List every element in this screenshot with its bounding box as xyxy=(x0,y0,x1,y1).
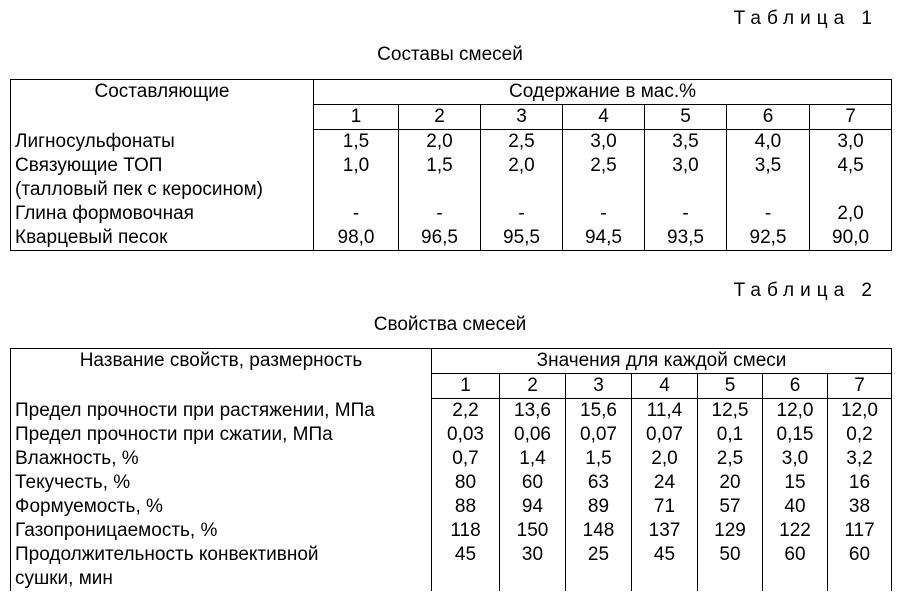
table2-label: Таблица 2 xyxy=(733,280,878,301)
cell-value: 1,5 xyxy=(566,447,632,471)
cell-value: 4,5 xyxy=(837,155,864,176)
row-name: Продолжительность конвективной xyxy=(11,543,432,567)
cell-value: 63 xyxy=(566,471,632,495)
cell-value: 1,5 xyxy=(314,130,399,155)
cell-value xyxy=(727,178,810,202)
table1-col-header: Составляющие xyxy=(11,80,314,130)
cell-value: 4,0 xyxy=(727,130,810,155)
table2-column-number: 6 xyxy=(763,374,828,399)
table-row xyxy=(11,495,892,519)
table2-group-header: Значения для каждой смеси xyxy=(432,349,892,374)
cell-value: 0,03 xyxy=(432,423,500,447)
cell-value: 93,5 xyxy=(645,226,727,251)
cell-value: 148 xyxy=(566,519,632,543)
table-row xyxy=(11,130,892,155)
cell-value: - xyxy=(314,202,399,226)
cell-value: 3,2 xyxy=(846,448,873,469)
cell-value: 45 xyxy=(432,543,500,567)
table1-label: Таблица 1 xyxy=(733,8,878,29)
cell-value: - xyxy=(399,202,481,226)
cell-value: 16 xyxy=(848,472,871,493)
row-name: Связующие ТОП xyxy=(11,154,314,178)
table2-col-header: Название свойств, размерность xyxy=(11,349,432,399)
cell-value: 0,07 xyxy=(566,423,632,447)
table-row xyxy=(11,423,892,447)
row-name: Предел прочности при растяжении, МПа xyxy=(11,399,432,424)
cell-value xyxy=(645,178,727,202)
cell-value: 98,0 xyxy=(314,226,399,251)
table2-column-number: 2 xyxy=(500,374,566,399)
row-name: Влажность, % xyxy=(11,447,432,471)
cell-value: 150 xyxy=(500,519,566,543)
cell-value: 1,0 xyxy=(314,154,399,178)
cell-value xyxy=(566,567,632,591)
table1-group-header: Содержание в мас.% xyxy=(314,80,892,105)
cell-value: 11,4 xyxy=(632,399,698,424)
cell-value xyxy=(314,178,399,202)
cell-value: 24 xyxy=(632,471,698,495)
cell-value: 3,5 xyxy=(727,154,810,178)
table1-column-number: 2 xyxy=(399,105,481,130)
cell-value: 0,7 xyxy=(432,447,500,471)
cell-value: 30 xyxy=(500,543,566,567)
cell-value: 94 xyxy=(500,495,566,519)
cell-value: 94,5 xyxy=(563,226,645,251)
table1 xyxy=(10,79,892,251)
cell-value: 88 xyxy=(432,495,500,519)
cell-value xyxy=(632,567,698,591)
table2 xyxy=(10,348,892,591)
row-name: сушки, мин xyxy=(11,567,432,591)
cell-value: 137 xyxy=(632,519,698,543)
table2-column-number: 1 xyxy=(432,374,500,399)
cell-value: 95,5 xyxy=(481,226,563,251)
cell-value: 15,6 xyxy=(566,399,632,424)
table-row xyxy=(11,567,892,591)
cell-value: 92,5 xyxy=(727,226,810,251)
cell-value: 25 xyxy=(566,543,632,567)
cell-value: 50 xyxy=(698,543,763,567)
table-row xyxy=(11,202,892,226)
cell-value: 0,15 xyxy=(763,423,828,447)
cell-value: 80 xyxy=(432,471,500,495)
cell-value: 129 xyxy=(698,519,763,543)
table-row xyxy=(11,519,892,543)
cell-value: 3,0 xyxy=(763,447,828,471)
cell-value: 2,5 xyxy=(481,130,563,155)
table1-column-number: 4 xyxy=(563,105,645,130)
cell-value xyxy=(698,567,763,591)
cell-value xyxy=(563,178,645,202)
cell-value: 12,0 xyxy=(841,400,878,421)
cell-value xyxy=(763,567,828,591)
cell-value: - xyxy=(727,202,810,226)
cell-value: 90,0 xyxy=(832,227,870,248)
cell-value: 0,07 xyxy=(632,423,698,447)
cell-value xyxy=(810,178,892,202)
cell-value: 13,6 xyxy=(500,399,566,424)
cell-value: 2,0 xyxy=(399,130,481,155)
cell-value: 2,0 xyxy=(481,154,563,178)
table1-column-number: 3 xyxy=(481,105,563,130)
table1-column-number: 1 xyxy=(314,105,399,130)
cell-value: 2,2 xyxy=(432,399,500,424)
table2-column-number: 5 xyxy=(698,374,763,399)
table1-column-number: 7 xyxy=(810,105,892,130)
cell-value: 60 xyxy=(763,543,828,567)
cell-value: 3,0 xyxy=(563,130,645,155)
cell-value: 12,0 xyxy=(763,399,828,424)
cell-value: 0,2 xyxy=(846,424,873,445)
row-name: Кварцевый песок xyxy=(11,226,314,251)
cell-value: 20 xyxy=(698,471,763,495)
cell-value: 2,0 xyxy=(837,203,864,224)
row-name: Глина формовочная xyxy=(11,202,314,226)
table-row xyxy=(11,226,892,251)
cell-value: 57 xyxy=(698,495,763,519)
table-row xyxy=(11,447,892,471)
table2-title: Свойства смесей xyxy=(373,314,527,335)
cell-value: 3,0 xyxy=(645,154,727,178)
cell-value: 2,0 xyxy=(632,447,698,471)
cell-value: 0,1 xyxy=(698,423,763,447)
table2-column-number: 3 xyxy=(566,374,632,399)
table2-column-number: 4 xyxy=(632,374,698,399)
table-row xyxy=(11,543,892,567)
cell-value: 45 xyxy=(632,543,698,567)
cell-value: 60 xyxy=(500,471,566,495)
cell-value: 3,5 xyxy=(645,130,727,155)
cell-value: 3,0 xyxy=(837,131,864,152)
table1-column-number: 6 xyxy=(727,105,810,130)
cell-value: 15 xyxy=(763,471,828,495)
cell-value: 117 xyxy=(844,520,875,541)
row-name: Предел прочности при сжатии, МПа xyxy=(11,423,432,447)
table-row xyxy=(11,471,892,495)
cell-value: 0,06 xyxy=(500,423,566,447)
row-name: Формуемость, % xyxy=(11,495,432,519)
cell-value xyxy=(500,567,566,591)
cell-value: 122 xyxy=(763,519,828,543)
cell-value: - xyxy=(481,202,563,226)
table1-column-number: 5 xyxy=(645,105,727,130)
cell-value: 71 xyxy=(632,495,698,519)
cell-value xyxy=(481,178,563,202)
cell-value: - xyxy=(645,202,727,226)
cell-value: 40 xyxy=(763,495,828,519)
table-row xyxy=(11,399,892,424)
cell-value xyxy=(432,567,500,591)
row-name: Лигносульфонаты xyxy=(11,130,314,155)
table-row xyxy=(11,178,892,202)
cell-value: 12,5 xyxy=(698,399,763,424)
row-name: Газопроницаемость, % xyxy=(11,519,432,543)
cell-value xyxy=(399,178,481,202)
table-row xyxy=(11,154,892,178)
cell-value: 60 xyxy=(848,544,871,565)
cell-value: 1,5 xyxy=(399,154,481,178)
cell-value: 89 xyxy=(566,495,632,519)
cell-value: - xyxy=(563,202,645,226)
cell-value: 118 xyxy=(432,519,500,543)
cell-value: 2,5 xyxy=(563,154,645,178)
cell-value: 2,5 xyxy=(698,447,763,471)
row-name: (талловый пек с керосином) xyxy=(11,178,314,202)
cell-value: 38 xyxy=(848,496,871,517)
cell-value: 96,5 xyxy=(399,226,481,251)
cell-value: 1,4 xyxy=(500,447,566,471)
row-name: Текучесть, % xyxy=(11,471,432,495)
cell-value xyxy=(828,567,892,591)
table2-column-number: 7 xyxy=(828,374,892,399)
table1-title: Составы смесей xyxy=(377,44,523,65)
